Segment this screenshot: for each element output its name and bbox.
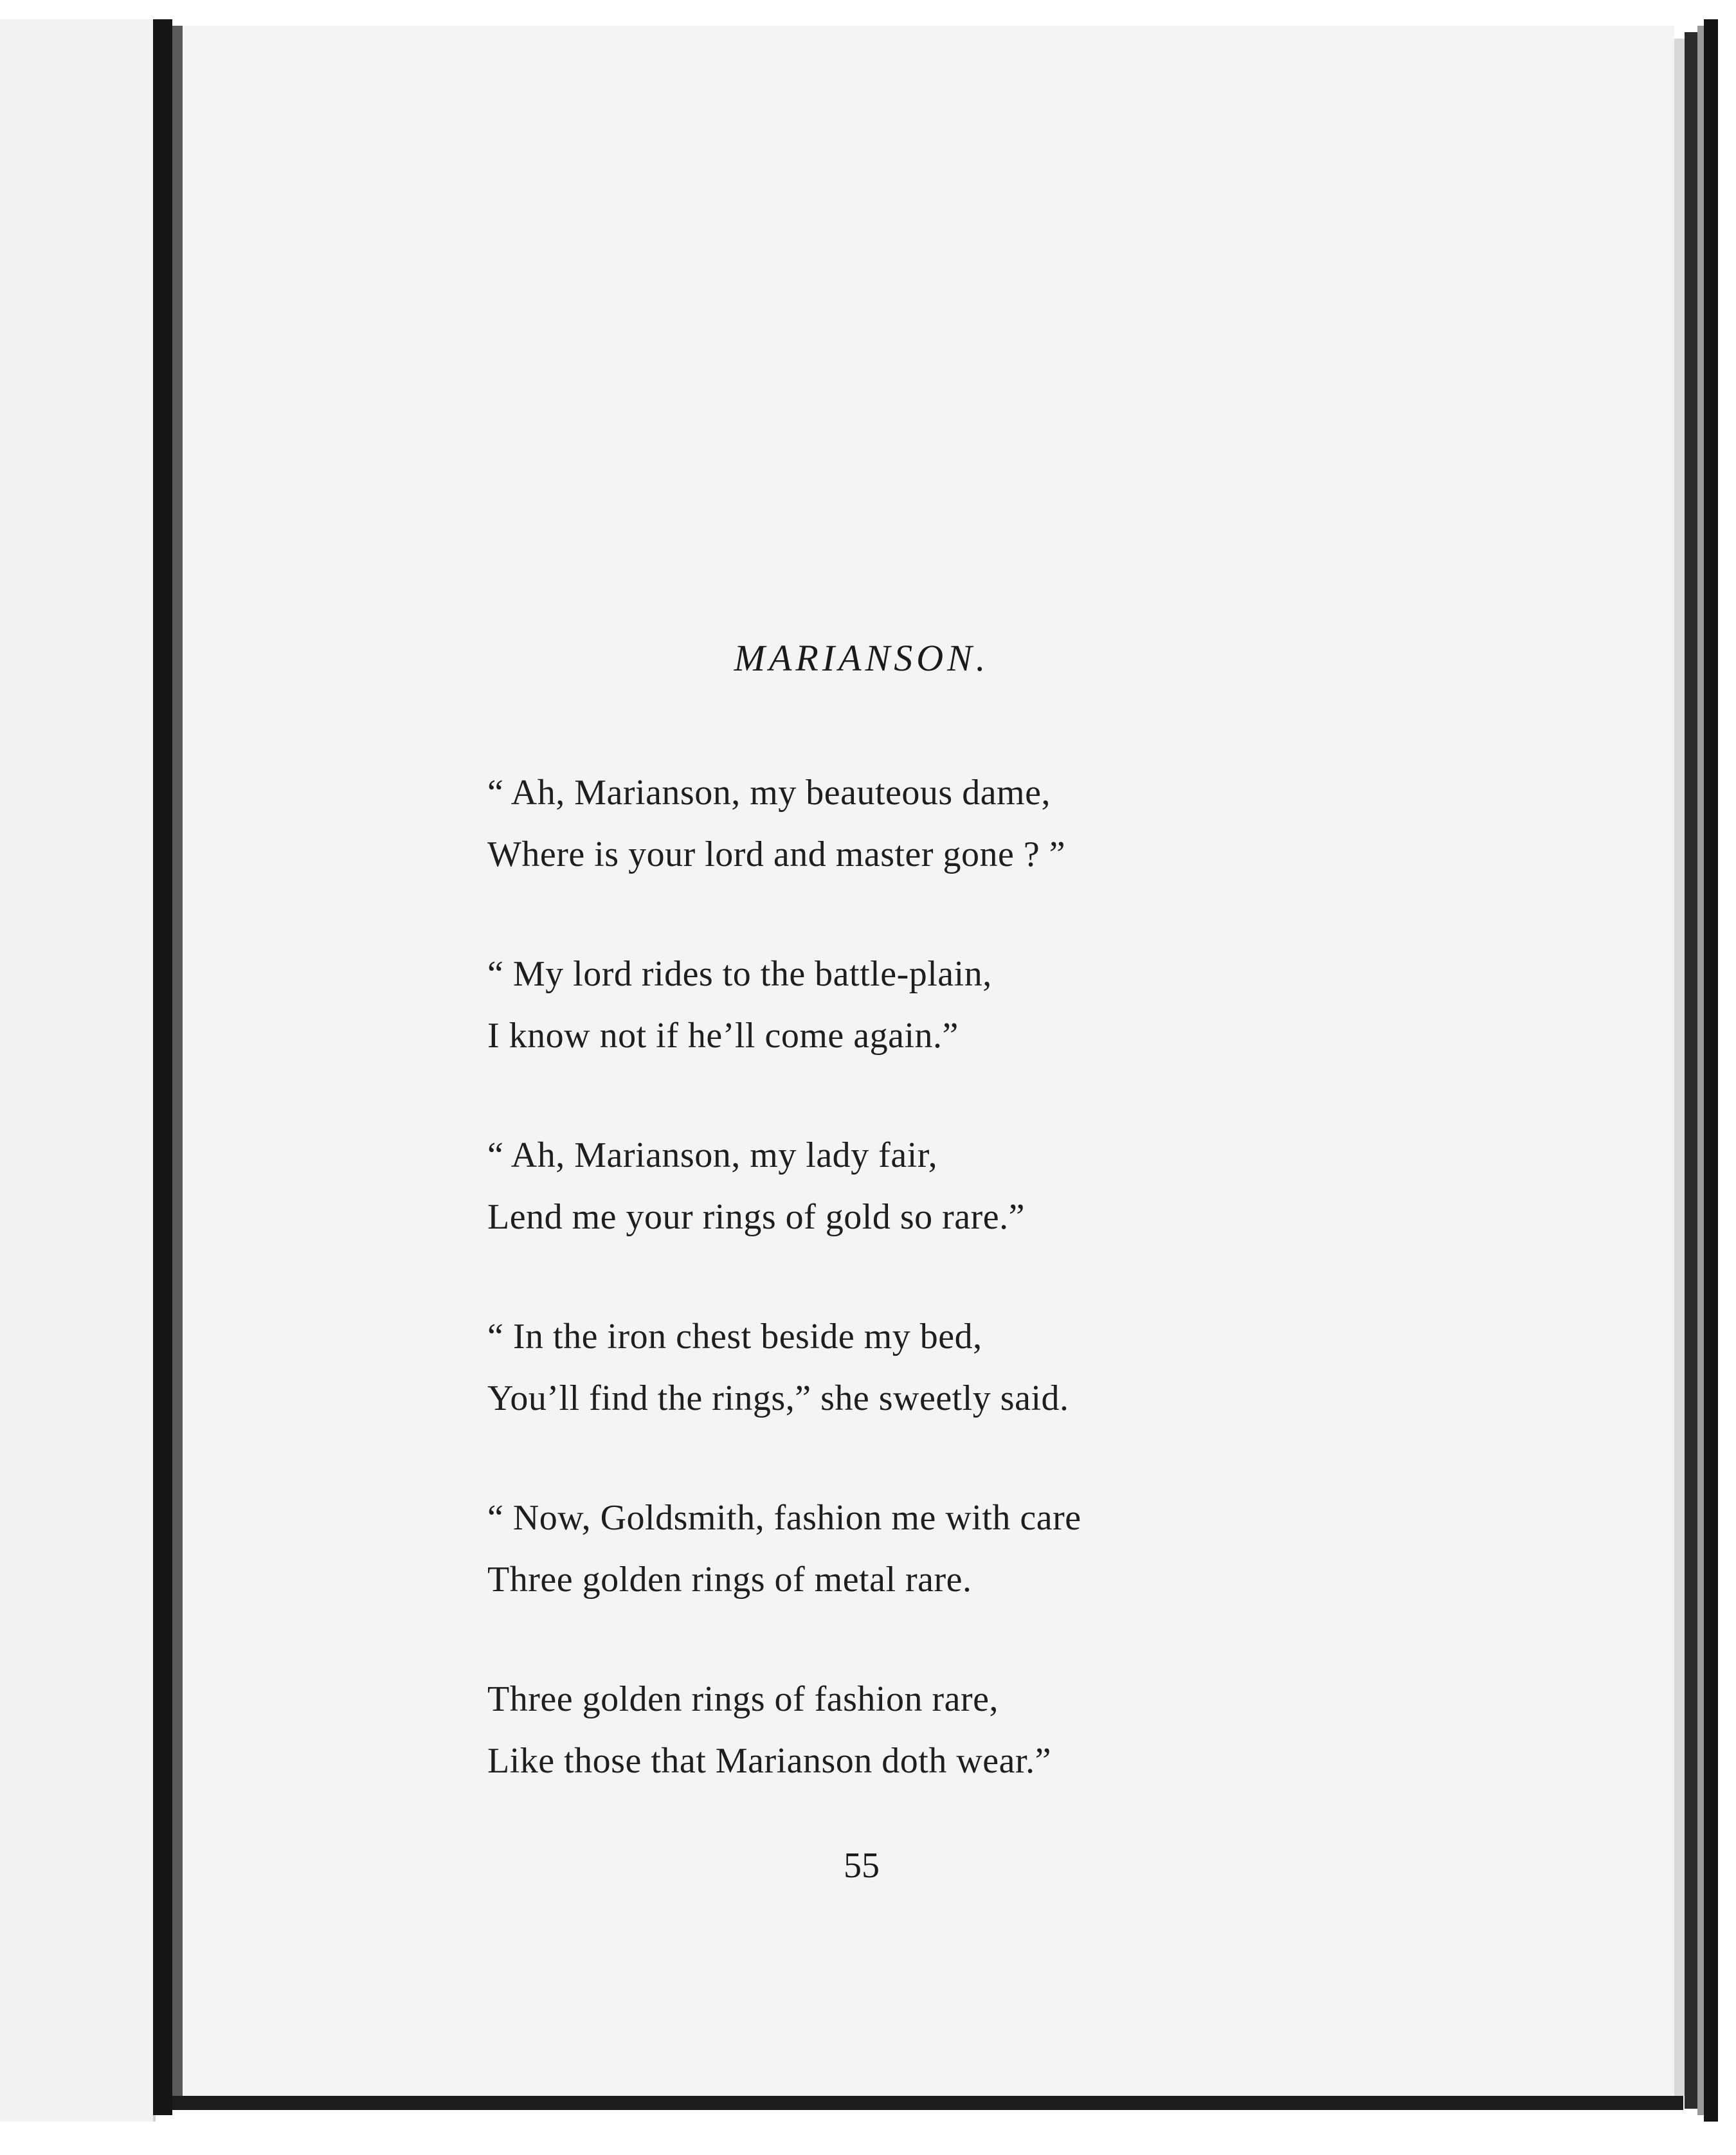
poem-title: [0, 636, 1736, 680]
page-edge: [1674, 39, 1685, 2096]
poem-line: “ Now, Goldsmith, fashion me with care: [487, 1498, 1081, 1538]
stanza: [487, 1668, 1259, 1792]
poem-line: Lend me your rings of gold so rare.”: [487, 1197, 1025, 1237]
gutter-shadow: [172, 26, 183, 2109]
bottom-cover-edge: [172, 2096, 1683, 2110]
page-number-text: 55: [844, 1846, 880, 1886]
stanza: [487, 1306, 1259, 1429]
stanza: [487, 943, 1259, 1067]
left-facing-page: [0, 19, 156, 2122]
poem-line: Three golden rings of metal rare.: [487, 1560, 972, 1600]
poem-line: “ In the iron chest beside my bed,: [487, 1317, 982, 1357]
stanza: [487, 762, 1259, 885]
poem-line: I know not if he’ll come again.”: [487, 1016, 959, 1056]
poem-title-text: MARIANSON.: [734, 637, 990, 679]
poem-body: [487, 762, 1259, 1850]
book-gutter: [153, 19, 172, 2115]
poem-line: Three golden rings of fashion rare,: [487, 1679, 999, 1719]
stanza: [487, 1487, 1259, 1610]
poem-line: Like those that Marianson doth wear.”: [487, 1741, 1051, 1781]
poem-line: “ My lord rides to the battle-plain,: [487, 954, 992, 994]
poem-line: “ Ah, Marianson, my lady fair,: [487, 1135, 938, 1175]
poem-line: Where is your lord and master gone ? ”: [487, 834, 1066, 874]
page-number: [0, 1845, 1736, 1886]
stanza: [487, 1124, 1259, 1248]
page-edge: [1685, 32, 1697, 2109]
poem-line: “ Ah, Marianson, my beauteous dame,: [487, 773, 1051, 813]
cover-edge: [1704, 19, 1718, 2122]
poem-line: You’ll find the rings,” she sweetly said.: [487, 1378, 1069, 1418]
page-edge: [1697, 26, 1704, 2115]
